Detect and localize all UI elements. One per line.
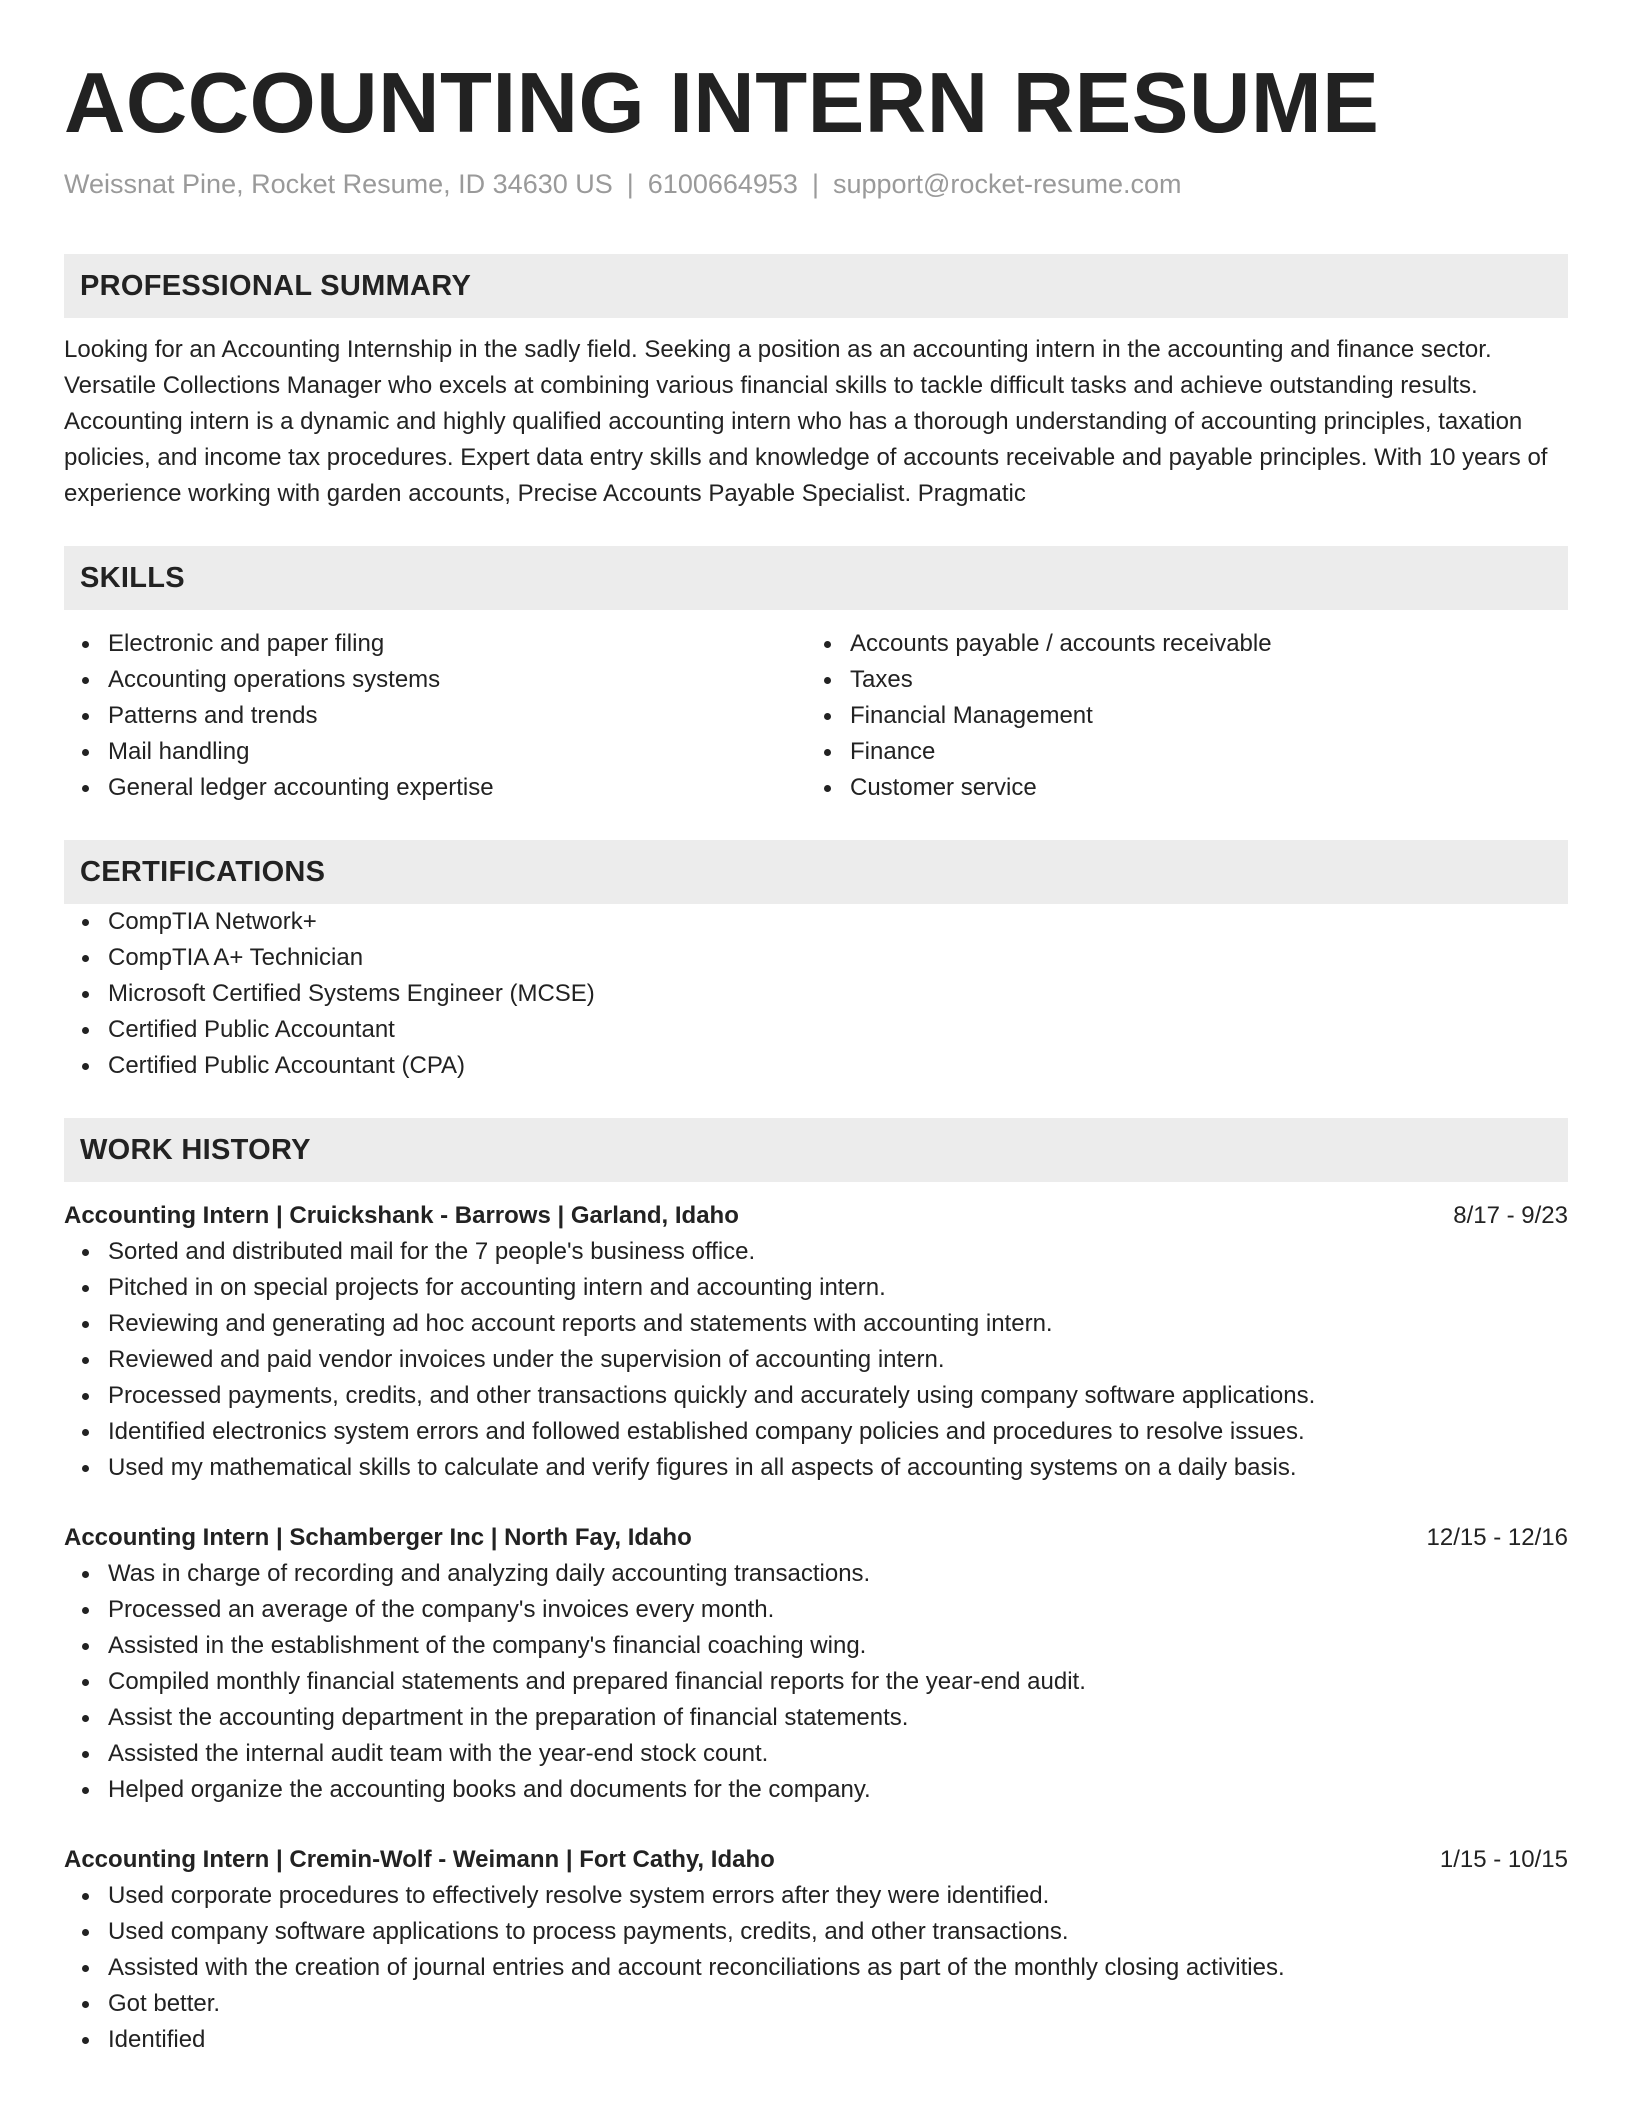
- job-bullet: Helped organize the accounting books and documents for the company.: [108, 1772, 1568, 1808]
- job-bullet: Sorted and distributed mail for the 7 people's business office.: [108, 1234, 1568, 1270]
- job-title: Accounting Intern | Cruickshank - Barrows | Garland, Idaho: [64, 1202, 739, 1229]
- job-bullet: Reviewed and paid vendor invoices under the supervision of accounting intern.: [108, 1342, 1568, 1378]
- skills-column-left: [64, 626, 806, 806]
- contact-line: [64, 166, 1568, 202]
- job-bullet: Used my mathematical skills to calculate and verify figures in all aspects of accounting systems on a daily basis.: [108, 1450, 1568, 1486]
- contact-phone: 6100664953: [647, 169, 798, 199]
- job-dates: 8/17 - 9/23: [1453, 1202, 1568, 1229]
- certification-item: Certified Public Accountant (CPA): [108, 1048, 1568, 1084]
- skill-item: Finance: [850, 734, 1548, 770]
- job-header: [64, 1198, 1568, 1234]
- skill-item: Financial Management: [850, 698, 1548, 734]
- job-bullets: [64, 1878, 1568, 2058]
- skill-item: General ledger accounting expertise: [108, 770, 806, 806]
- skill-item: Mail handling: [108, 734, 806, 770]
- certification-item: Microsoft Certified Systems Engineer (MCSE): [108, 976, 1568, 1012]
- summary-text: Looking for an Accounting Internship in the sadly field. Seeking a position as an accounting intern in the accounting and finance sector. Versatile Collections Manager who excels at combining various financial skills to tackle difficult tasks and achieve outstanding results. Accounting intern is a dynamic and highly qualified accounting intern who has a thorough understanding of accounting principles, taxation policies, and income tax procedures. Expert data entry skills and knowledge of accounts receivable and payable principles. With 10 years of experience working with garden accounts, Precise Accounts Payable Specialist. Pragmatic: [64, 336, 1548, 507]
- skill-item: Taxes: [850, 662, 1548, 698]
- contact-separator: |: [811, 169, 819, 199]
- job-bullet: Used company software applications to process payments, credits, and other transactions.: [108, 1914, 1568, 1950]
- skill-item: Accounts payable / accounts receivable: [850, 626, 1548, 662]
- job-bullet: Compiled monthly financial statements and prepared financial reports for the year-end audit.: [108, 1664, 1568, 1700]
- skills-list-left: [64, 626, 806, 806]
- job-bullet: Identified: [108, 2022, 1568, 2058]
- job-entry: [64, 1842, 1568, 2058]
- contact-email[interactable]: support@rocket-resume.com: [832, 169, 1182, 199]
- skills-list-right: [806, 626, 1548, 806]
- job-bullet: Used corporate procedures to effectively resolve system errors after they were identified.: [108, 1878, 1568, 1914]
- job-bullets: [64, 1556, 1568, 1808]
- job-bullet: Identified electronics system errors and followed established company policies and procedures to resolve issues.: [108, 1414, 1568, 1450]
- job-bullet: Assisted in the establishment of the company's financial coaching wing.: [108, 1628, 1568, 1664]
- job-bullet: Processed payments, credits, and other transactions quickly and accurately using company software applications.: [108, 1378, 1568, 1414]
- certification-item: Certified Public Accountant: [108, 1012, 1568, 1048]
- section-heading-work-history: WORK HISTORY: [64, 1118, 1568, 1182]
- job-title: Accounting Intern | Schamberger Inc | North Fay, Idaho: [64, 1524, 692, 1551]
- section-heading-certifications: CERTIFICATIONS: [64, 840, 1568, 904]
- job-title: Accounting Intern | Cremin-Wolf - Weimann | Fort Cathy, Idaho: [64, 1846, 775, 1873]
- job-header: [64, 1842, 1568, 1878]
- skill-item: Patterns and trends: [108, 698, 806, 734]
- job-bullet: Got better.: [108, 1986, 1568, 2022]
- contact-address: Weissnat Pine, Rocket Resume, ID 34630 US: [64, 169, 613, 199]
- job-dates: 12/15 - 12/16: [1426, 1524, 1568, 1551]
- job-bullet: Reviewing and generating ad hoc account reports and statements with accounting intern.: [108, 1306, 1568, 1342]
- certifications-list: [64, 904, 1568, 1084]
- skills-column-right: [806, 626, 1548, 806]
- job-bullet: Processed an average of the company's invoices every month.: [108, 1592, 1568, 1628]
- job-bullet: Pitched in on special projects for accounting intern and accounting intern.: [108, 1270, 1568, 1306]
- job-entry: [64, 1198, 1568, 1486]
- job-dates: 1/15 - 10/15: [1439, 1846, 1568, 1873]
- job-bullets: [64, 1234, 1568, 1486]
- resume-title: ACCOUNTING INTERN RESUME: [64, 56, 1380, 151]
- job-header: [64, 1520, 1568, 1556]
- skill-item: Electronic and paper filing: [108, 626, 806, 662]
- skills-grid: [64, 626, 1568, 806]
- skill-item: Accounting operations systems: [108, 662, 806, 698]
- certification-item: CompTIA A+ Technician: [108, 940, 1568, 976]
- job-bullet: Assist the accounting department in the preparation of financial statements.: [108, 1700, 1568, 1736]
- job-bullet: Assisted the internal audit team with the year-end stock count.: [108, 1736, 1568, 1772]
- job-bullet: Assisted with the creation of journal entries and account reconciliations as part of the monthly closing activities.: [108, 1950, 1568, 1986]
- job-entry: [64, 1520, 1568, 1808]
- skill-item: Customer service: [850, 770, 1548, 806]
- section-heading-skills: SKILLS: [64, 546, 1568, 610]
- job-bullet: Was in charge of recording and analyzing daily accounting transactions.: [108, 1556, 1568, 1592]
- section-heading-summary: PROFESSIONAL SUMMARY: [64, 254, 1568, 318]
- certification-item: CompTIA Network+: [108, 904, 1568, 940]
- contact-separator: |: [626, 169, 634, 199]
- work-history-list: [64, 1198, 1568, 2058]
